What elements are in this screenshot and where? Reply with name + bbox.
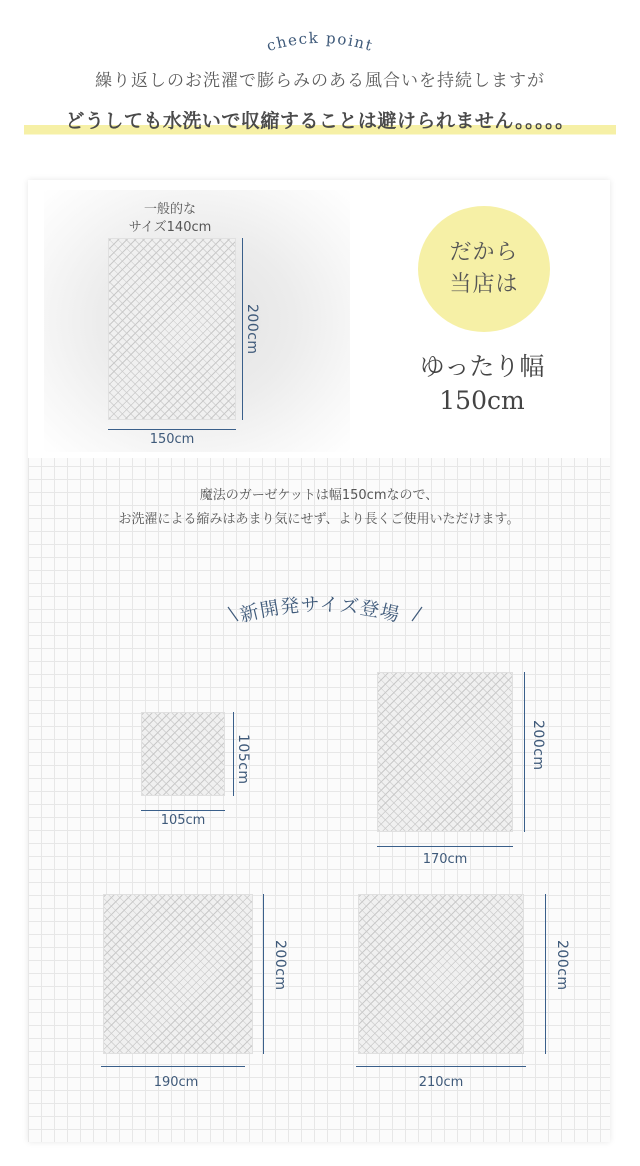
blanket-170-height-label: 200cm [530,720,546,771]
check-point-text: check point [264,28,376,55]
svg-text:check point [265,29,376,55]
blanket-210-height-line [545,894,546,1054]
blanket-190-width-line [101,1066,245,1067]
general-size-label [100,201,240,237]
general-width-label: 150cm [149,432,195,447]
new-size-title: 新開発サイズ登場 [237,593,403,627]
blanket-210-width-line [356,1066,526,1067]
blanket-105-width-line [141,810,225,811]
intro-line: 繰り返しのお洗濯で膨らみのある風合いを持続しますが [95,71,545,91]
general-height-label: 200cm [244,304,260,355]
blanket-170-image [377,672,513,832]
wide-line2: 150cm [439,386,525,415]
wide-width-label [372,350,592,418]
general-label-line1: 一般的な [143,202,196,217]
our-store-badge [418,206,550,332]
blanket-170-width-label: 170cm [422,852,468,867]
wide-line1: ゆったり幅 [419,352,545,381]
blanket-105-height-label: 105cm [235,734,251,785]
blanket-210-image [358,894,524,1054]
badge-line1: だから [449,240,519,265]
check-point-heading [0,18,640,58]
description-text [28,484,610,532]
blanket-105-image [141,712,225,796]
heading-right-slash [412,607,422,621]
highlight-line: どうしても水洗いで収縮することは避けられません。。。。。 [24,106,616,137]
heading-left-slash [228,607,238,621]
general-blanket-image [108,238,236,420]
blanket-105-width-label: 105cm [160,813,206,828]
blanket-190-image [103,894,253,1054]
blanket-210-width-label: 210cm [418,1075,464,1090]
blanket-170-width-line [377,846,513,847]
general-height-line [242,238,243,420]
general-width-line [108,429,236,430]
blanket-190-height-line [263,894,264,1054]
description-line2: お洗濯による縮みはあまり気にせず、より長くご使用いただけます。 [118,512,520,527]
general-label-line2: サイズ140cm [128,220,212,235]
badge-line2: 当店は [449,272,519,297]
blanket-210-height-label: 200cm [554,940,570,991]
svg-text:新開発サイズ登場 [238,594,403,627]
description-line1: 魔法のガーゼケットは幅150cmなので、 [199,488,439,503]
blanket-105-height-line [233,712,234,796]
blanket-190-width-label: 190cm [153,1075,199,1090]
new-size-heading [190,585,450,631]
blanket-170-height-line [524,672,525,832]
blanket-190-height-label: 200cm [272,940,288,991]
